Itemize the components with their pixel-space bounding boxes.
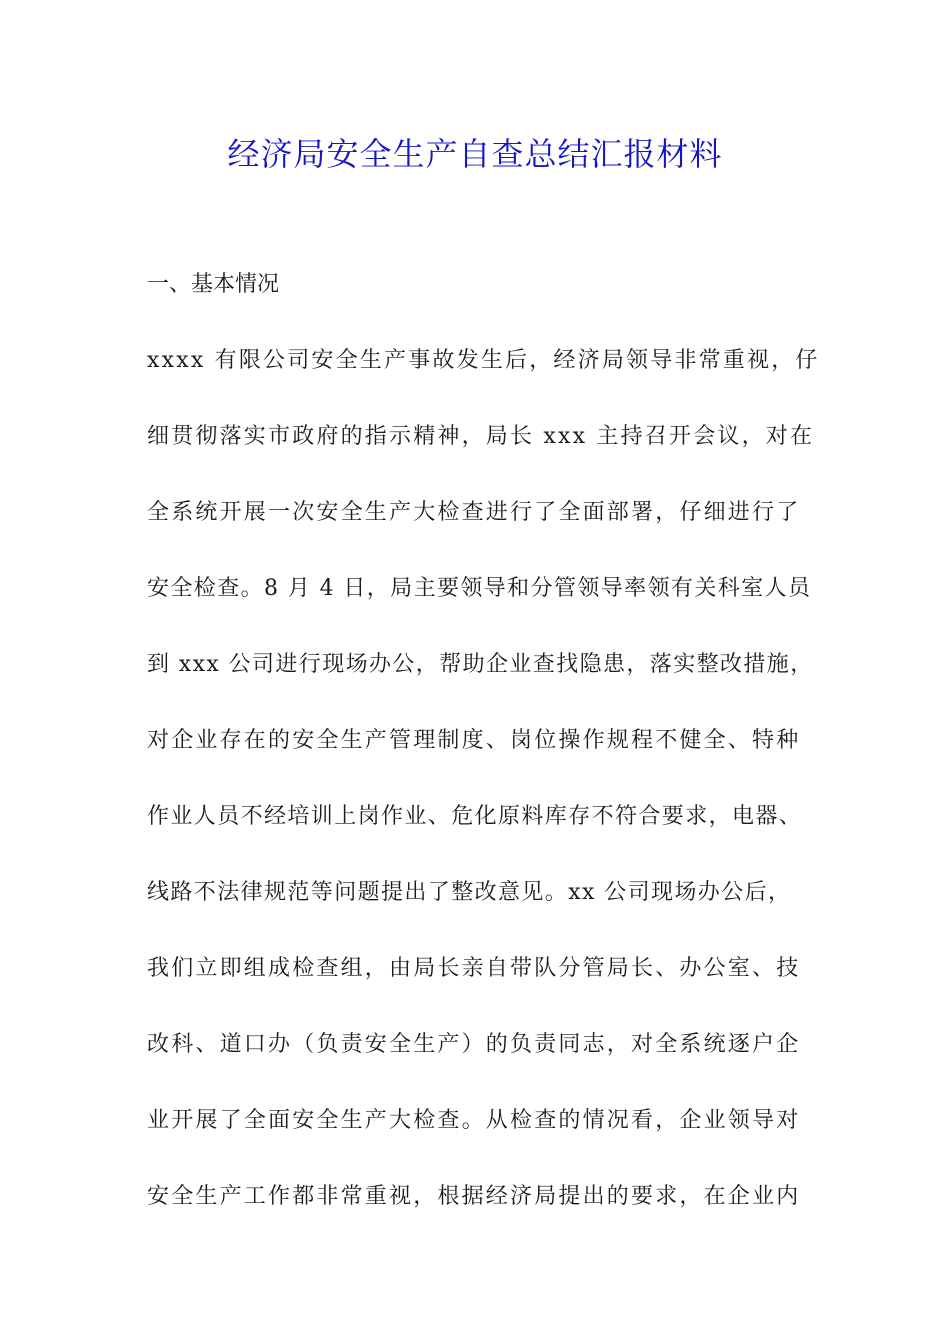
- body-line: 安全生产工作都非常重视，根据经济局提出的要求，在企业内: [147, 1184, 801, 1209]
- section-heading: 一、基本情况: [147, 272, 280, 297]
- document-title: 经济局安全生产自查总结汇报材料: [227, 135, 723, 173]
- body-line: 细贯彻落实市政府的指示精神，局长 xxx 主持召开会议，对在: [147, 424, 815, 449]
- body-text: [147, 341, 837, 1253]
- body-line: 作业人员不经培训上岗作业、危化原料库存不符合要求，电器、: [147, 804, 803, 829]
- body-line: 业开展了全面安全生产大检查。从检查的情况看，企业领导对: [147, 1108, 801, 1133]
- body-line: 改科、道口办（负责安全生产）的负责同志，对全系统逐户企: [147, 1032, 801, 1057]
- body-line: 我们立即组成检查组，由局长亲自带队分管局长、办公室、技: [147, 956, 801, 981]
- body-line: 全系统开展一次安全生产大检查进行了全面部署，仔细进行了: [147, 500, 801, 525]
- body-line: 到 xxx 公司进行现场办公，帮助企业查找隐患，落实整改措施，: [147, 652, 814, 677]
- body-line: xxxx 有限公司安全生产事故发生后，经济局领导非常重视，仔: [147, 348, 820, 373]
- body-line: 对企业存在的安全生产管理制度、岗位操作规程不健全、特种: [147, 728, 801, 753]
- body-line: 线路不法律规范等问题提出了整改意见。xx 公司现场办公后，: [147, 880, 792, 905]
- body-line: 安全检查。8 月 4 日，局主要领导和分管领导率领有关科室人员: [147, 576, 812, 601]
